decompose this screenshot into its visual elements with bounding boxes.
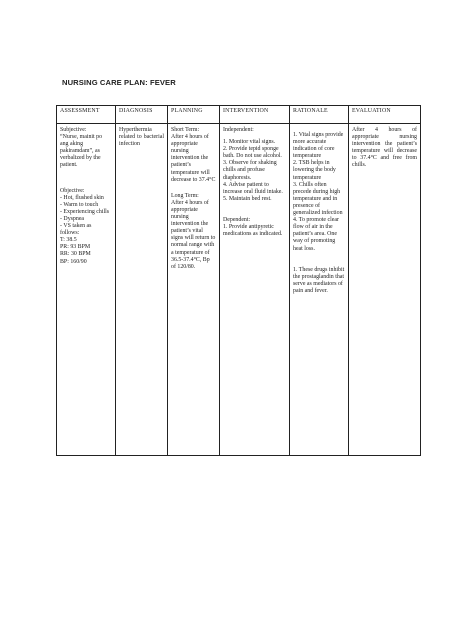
intervention-independent-label: Independent: xyxy=(223,127,254,133)
planning-short-term: Short Term: After 4 hours of appropriate nursing intervention the patient’s temperature will decrease to 37.4°C xyxy=(171,127,216,183)
evaluation-text: After 4 hours of appropriate nursing intervention the patient’s temperature will decrease to 37.4°C and free from chills. xyxy=(352,127,417,169)
table-row xyxy=(57,124,421,456)
rationale-dependent: 1. These drugs inhibit the prostaglandin that serve as mediators of pain and fever. xyxy=(293,266,345,294)
assessment-cell xyxy=(57,124,116,456)
header-planning: PLANNING xyxy=(168,106,220,124)
document-title: NURSING CARE PLAN: FEVER xyxy=(62,78,176,87)
header-evaluation: EVALUATION xyxy=(349,106,421,124)
planning-long-term: Long Term: After 4 hours of appropriate nursing intervention the patient’s vital signs will return to normal range with a temperature of 36.5-37.4°C, Bp of 120/80. xyxy=(171,192,216,270)
diagnosis-text: Hyperthermia related to bacterial infection xyxy=(119,127,164,148)
header-diagnosis: DIAGNOSIS xyxy=(116,106,168,124)
intervention-dependent-label: Dependent: xyxy=(223,216,251,223)
intervention-cell xyxy=(220,124,290,456)
header-rationale: RATIONALE xyxy=(290,106,349,124)
assessment-objective: Objective: - Hot, flushed skin - Warm to touch - Experiencing chills - Dyspnea - VS taken as follows: T: 38.5 PR: 93 BPM RR: 30 BPM BP: 160/90 xyxy=(60,187,110,265)
planning-cell xyxy=(168,124,220,456)
diagnosis-cell xyxy=(116,124,168,456)
table-header-row xyxy=(57,106,421,124)
header-intervention: INTERVENTION xyxy=(220,106,290,124)
rationale-independent: 1. Vital signs provide more accurate indication of core temperature 2. TSB helps in lowering the body temperature 3. Chills often precede during high temperature and in presence of generalized infection 4. To promote clear flow of air in the patient’s area. One way of promoting heat loss. xyxy=(293,132,344,252)
intervention-dependent-items: 1. Provide antipyretic medications as indicated. xyxy=(223,224,283,238)
header-assessment: ASSESSMENT xyxy=(57,106,116,124)
evaluation-cell xyxy=(349,124,421,456)
intervention-independent-items: 1. Monitor vital signs. 2. Provide tepid sponge bath. Do not use alcohol. 3. Observe for shaking chills and profuse diaphoresis. 4. Advise patient to increase oral fluid intake. 5. Maintain bed rest. xyxy=(223,139,283,202)
assessment-subjective: Subjective: “Nurse, mainit po ang aking pakiramdam”, as verbalized by the patient. xyxy=(60,127,103,169)
care-plan-table xyxy=(56,105,421,456)
rationale-cell xyxy=(290,124,349,456)
